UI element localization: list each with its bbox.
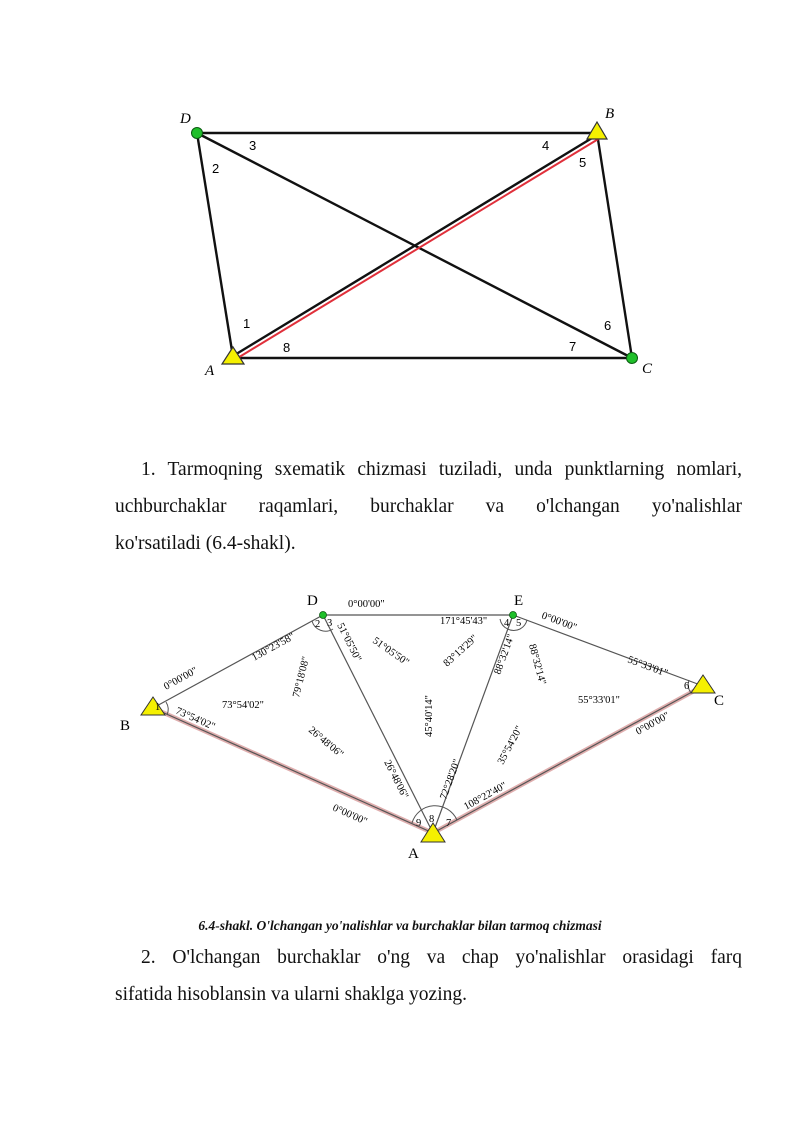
direction-E-down-right: 88°32'14" bbox=[526, 642, 548, 687]
direction-D-down-left: 79°18'08" bbox=[291, 655, 313, 699]
direction-E-top-left: 171°45'43" bbox=[440, 616, 488, 627]
angle-number-2: 2 bbox=[212, 161, 220, 176]
direction-C-down: 0°00'00" bbox=[634, 710, 672, 738]
point-label-A: A bbox=[205, 363, 215, 379]
angle-A-in-BDA: 26°48'06" bbox=[306, 724, 346, 761]
line-A-C bbox=[433, 686, 703, 833]
point-D-marker bbox=[192, 128, 203, 139]
network-scheme-figure bbox=[0, 100, 800, 390]
angle-A-in-DEA: 45°40'14" bbox=[424, 695, 435, 737]
point-B-triangle-marker bbox=[141, 697, 165, 715]
figure-caption: 6.4-shakl. O'lchangan yo'nalishlar va burchaklar bilan tarmoq chizmasi bbox=[198, 918, 602, 933]
angle-D-in-DEA: 51°05'50" bbox=[370, 635, 411, 669]
angle-number-7: 7 bbox=[569, 339, 577, 354]
point-D-marker bbox=[320, 612, 327, 619]
point-C-marker bbox=[627, 353, 638, 364]
paragraph-step-2 bbox=[115, 939, 742, 1013]
direction-D-left: 130°23'58" bbox=[250, 631, 297, 664]
line-B-C bbox=[597, 133, 632, 358]
point-label-B: B bbox=[120, 718, 131, 734]
angle-A-in-EAC: 35°54'20" bbox=[495, 724, 526, 767]
direction-A-up-right: 72°28'20" bbox=[438, 757, 464, 802]
paragraph-line: 2. O'lchangan burchaklar o'ng va chap yo'nalishlar orasidagi farq bbox=[141, 947, 742, 968]
direction-D-top: 0°00'00" bbox=[348, 599, 385, 610]
measured-directions-network-figure bbox=[0, 585, 800, 860]
vertex-number-4: 4 bbox=[504, 618, 510, 629]
paragraph-step-1 bbox=[115, 451, 742, 562]
line-A-B-highlight bbox=[236, 138, 600, 359]
direction-B-up: 0°00'00" bbox=[162, 665, 200, 693]
point-label-E: E bbox=[514, 593, 524, 609]
point-C-triangle-marker bbox=[691, 675, 715, 693]
vertex-number-2: 2 bbox=[315, 619, 321, 630]
point-A-triangle-marker bbox=[421, 823, 445, 842]
paragraph-line: 1. Tarmoqning sxematik chizmasi tuziladi, unda punktlarning nomlari, bbox=[141, 459, 742, 480]
vertex-number-6: 6 bbox=[684, 681, 690, 692]
vertex-number-8: 8 bbox=[429, 814, 435, 825]
point-label-B: B bbox=[605, 106, 615, 122]
direction-E-top-right: 0°00'00" bbox=[539, 610, 579, 634]
direction-C-left: 55°33'01" bbox=[625, 654, 670, 680]
direction-A-up: 26°48'06" bbox=[381, 758, 411, 801]
vertex-number-7: 7 bbox=[446, 818, 452, 829]
point-label-C: C bbox=[642, 361, 653, 377]
vertex-number-9: 9 bbox=[416, 818, 422, 829]
angle-number-5: 5 bbox=[579, 155, 587, 170]
paragraph-line: sifatida hisoblansin va ularni shaklga yozing. bbox=[115, 984, 468, 1005]
angle-number-4: 4 bbox=[542, 138, 550, 153]
direction-D-down: 51°05'50" bbox=[334, 621, 364, 664]
point-label-D: D bbox=[180, 111, 191, 127]
angle-number-3: 3 bbox=[249, 138, 257, 153]
point-label-C: C bbox=[714, 693, 725, 709]
point-label-D: D bbox=[307, 593, 318, 609]
angle-number-8: 8 bbox=[283, 340, 291, 355]
angle-C-in-EAC: 55°33'01" bbox=[578, 695, 620, 706]
line-A-B-diagonal bbox=[233, 135, 597, 356]
direction-A-left: 0°00'00" bbox=[330, 802, 369, 828]
vertex-number-3: 3 bbox=[327, 618, 333, 629]
vertex-number-1: 1 bbox=[155, 702, 161, 713]
point-B-triangle-marker bbox=[587, 122, 607, 139]
angle-number-1: 1 bbox=[243, 316, 251, 331]
paragraph-line: ko'rsatiladi (6.4-shakl). bbox=[115, 533, 296, 554]
vertex-number-5: 5 bbox=[516, 618, 522, 629]
paragraph-line: uchburchaklar raqamlari, burchaklar va o'lchangan yo'nalishlar bbox=[115, 496, 742, 517]
angle-B-in-BDA: 73°54'02" bbox=[222, 700, 264, 711]
direction-A-right: 108°22'40" bbox=[462, 780, 509, 813]
angle-number-6: 6 bbox=[604, 318, 612, 333]
angle-E-in-DEA: 83°13'29" bbox=[441, 633, 481, 670]
point-label-A: A bbox=[408, 846, 419, 860]
direction-E-down: 88°32'14" bbox=[492, 632, 518, 677]
direction-B-down: 73°54'02" bbox=[173, 705, 217, 733]
